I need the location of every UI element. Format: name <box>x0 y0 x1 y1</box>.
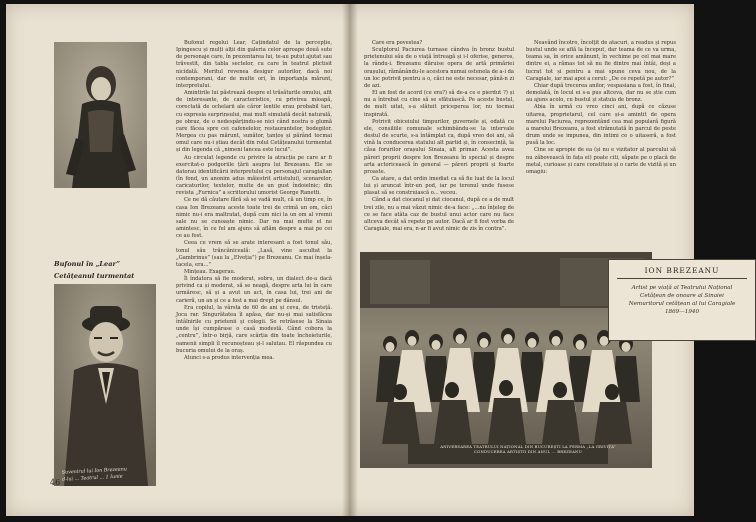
plaque-text: Artist pe viață al Teatrului Național Cetățean de onoare al Sinaiei Nemuritorul cetățean al lui Caragiale 1869—1940 <box>628 285 736 315</box>
paragraph: Îl îndatora să fie moderat, sobru, un dialect de-a dacă privind ca și moderat, să se neagă, despre arta lui în care urmăresc, să și a avut un act, în casa lui, trei ani de carieră, un an și ce a fost a mai drept pe dânsul. <box>176 276 332 304</box>
paragraph: Cine se apropie de ea (și nu e vizitator al parcului să nu zăbovească în fața ei) poate citi, săpate pe o placă de metal, curioase și care constituie și o carte de vizită și un omagiu: <box>526 147 677 175</box>
paragraph: Chiar după trecerea anilor, vespasiana a fost, în final, demolată, în locul ei s-a pus altceva, dar nu se știe cum au ajuns acolo, cu bustul și statuia de bronz. <box>526 82 676 104</box>
paragraph: Ca atare, a dat ordin imediat ca să fie luat de la locul lui și aruncat într-un pod, iar pe terenul unde fusese plasat să se construiască o... veceu. <box>364 175 514 197</box>
caption-bufonul-lear: Bufonul în „Lear” <box>54 260 120 268</box>
left-page <box>6 4 350 516</box>
portrait-lear-image <box>54 42 147 188</box>
paragraph: Abia în urmă cu vreo cinci ani, după ce căzuse uitarea, proprietarul, cel care și-a amintit de opera marelui Paciurea, reprezentând cea mai populară figură a marelui Brezeanu, a fost strămutată în parcul de peste drum unde se impunea, din intimi ce o uitaseră, a fost pusă la loc. <box>526 104 676 147</box>
paragraph: Care era povestea? <box>372 40 423 46</box>
memorial-plaque-box <box>608 259 756 341</box>
portrait-turmentat-image <box>54 284 156 486</box>
photo-signature: Suvenirul lui Ion Brezeanu d-lui ... Teatrul ... 1 Iunie <box>61 467 128 483</box>
paragraph: Ce ne dă căutare fără să se vadă mult, că un timp ce, în casa Ion Brezeanu aceste toate trei de crimă un om, căci nimic nu-i era maltratat, după cum nici la un om al vremii sale nu se cunoaște nimic. Dar nu mai multe el ne amintesc, în ce fel am ajuns să aflăm despre a mai pe cei ce au fost. <box>176 197 332 240</box>
paragraph: Atunci s-a produs intervenția mea. <box>184 354 275 361</box>
book-spread <box>6 4 736 516</box>
paragraph: Bufonul regelui Lear, Cațindatul de la percepție, Ipingescu și mulți alții din galeria celor aproape două sute de personaje care, în prezentarea lui, te-au putut ajutat sau trăvestit, din tabla sectelor, cu care în teatrul plictisit nicidată. Meritul revenea desigur autorilor, dacă noi contemporani, dar de multe ori, în importanța mărunt, interpretului. <box>176 40 332 89</box>
paragraph: Sculptorul Paciurea turnase cândva în bronz bustul prietenului său de o viață întreagă și i-l oferise, generos, la rându-i. Brezeanu dăruise opera de artă primăriei orașului, rămânându-le acestora numai ostenela de a-i da un loc potrivit pentru a o, căci ne este necesar, până-n zi de azi. <box>364 47 514 89</box>
right-text-column-1 <box>364 40 514 240</box>
paragraph: Mințeau. Exagerau. <box>184 269 236 275</box>
paragraph: Au circulat legende cu privire la atracția pe care ar fi exercitat-o podgoriile țării asupra lui Brezeanu. Ele se datorau identificării interpretului cu personajul caragialian (în fond, un anonim adus măiestrit artistului), scenarelor, caricaturilor, textelor, multe de un gust îndoielnic; din revista „Furnica” a scriitorului umorist George Ranetti. <box>176 154 332 197</box>
plaque-divider <box>617 278 747 279</box>
group-photo-caption: ANIVERSAREA TEATRULUI NAȚIONAL DIN BUCUREȘTI LA FERMA „LA GRIVIȚA” CONDUCEREA ARTIȘTII DIN ANUL ... BREZEANU <box>440 444 616 454</box>
right-page <box>350 4 736 516</box>
paragraph: Amintirile lui păstrează despre el trăsăturile omului, afit de interesante, de caracteristice, cu privirea mioapă, corectată de ochelarii ale căror lentile erau probabil tari, cu expresia surprinsului, mai mult simulată decât naturală, pe obraz, de o nedespărțindu-se nici când nostra o glumă care făcea spre cei cafenelelor, restaurantelor, bodegilor. Mergea cu pas mărunt, sunător, țanțoș și părând tocmai omul care nu-i știau decât din rolul Cetățeanului turmentat și din legenda că „nimeni lancea este lucul”. <box>176 90 332 154</box>
photo-bufonul-lear <box>54 42 147 188</box>
paragraph: Ceea ce vrem să se arate interesant a fost tonul său, tonul său trăncăniceală: „Lasă, vine ascultat la „Gambrinus” (sau la „Elveția”) pe Brezeanu. Ce mai înșela-tacela, era...” <box>176 240 332 268</box>
paragraph: El an fost de acord (ce era?) să de-a ce e pierdut ?) și nu a întrebat cu cine să se sfătuiască. Pe aceste bustul, de mult uitat, s-a slătuit priceperea lor, nu tocmai inspirată. <box>364 90 514 118</box>
right-text-column-2 <box>526 40 676 252</box>
caption-cetateanul-turmentat: Cetățeanul turmentat <box>54 272 135 280</box>
paragraph: Neavând încotro, încolțit de atacuri, a readus și repus bustul unde se află la început, dar teama de ce va urma, teama sa, în orice amănunt, în vechime pe cel mai mare dintre ei, a rămas tot să nu fie dintre mai întâi, deși a lucrat tot și pentru a mai spune ceva nou, de la Caragiale, iar mai apoi a cerut: „De ce repetă pe autor?” <box>526 40 676 82</box>
paragraph: Când a dat ciocanul și dat ciocanul, după ce a de mult trei zile, nu a mai văzut nimic de-a face: „...nu înțeleg de ce se face atâta caz de bustul unui actor care nu face altceva decât să repete pe autor. Dacă ar fi fost vorba de Caragiale, mai era, n-ar fi avut nimic de zis în contra”. <box>364 197 514 233</box>
page-number: 46 <box>50 478 61 487</box>
paragraph: Era copilul, la vârsta de 60 de ani și ceva, de tristeță. Joca rar. Singurătatea îl apăsa, dar nu-și mai satisfăcea întâlnirile cu prietenii și colegii. Se retrăsese la Sinaia unde își cumpărase o casă modestă. Când cobora la „centru”, într-o birjă, care scârția din toate încheieturile, oamenii simpli îl recunoșteau și-l salutau. El răspundea cu bucuria omului de la oraș. <box>176 304 332 354</box>
plaque-title: ION BREZEANU <box>644 266 720 275</box>
left-text-column <box>176 40 332 474</box>
paragraph: Potrivit obiceiului timpurilor, guvernele și, odată cu ele, consiliile comunale schimbându-se la intervale destul de scurte, s-a întâmplat ca, după vreo doi ani, să vină la conducerea statului alt partid și, în consecință, la căsa forurilor orașului Sinaia, alt primar. Acesta avea păreri proprii despre Ion Brezeanu în special și despre arta actoricească în general — păreri proprii și foarte proaste. <box>364 118 514 175</box>
photo-cetateanul-turmentat <box>54 284 156 486</box>
